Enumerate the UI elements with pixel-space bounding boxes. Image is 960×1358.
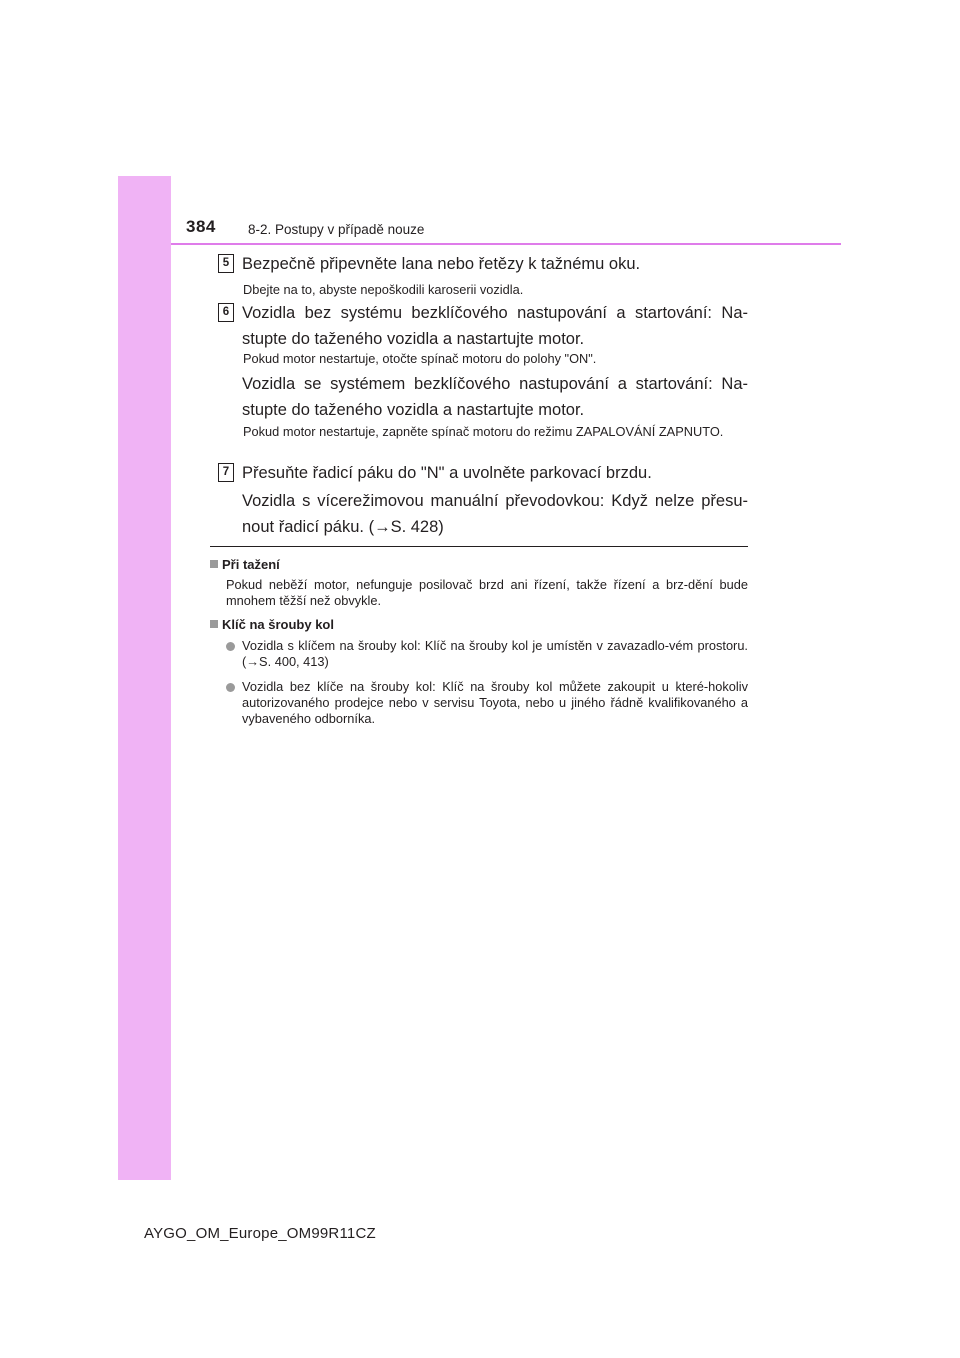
circle-bullet-icon — [226, 683, 235, 692]
notes-divider — [210, 546, 748, 547]
section-title: 8-2. Postupy v případě nouze — [248, 222, 425, 237]
note-title-wheel-lock: Klíč na šrouby kol — [222, 617, 334, 632]
note-text-towing: Pokud neběží motor, nefunguje posilovač brzd ani řízení, takže řízení a brz-dění bude mnohem těžší než obvykle. — [226, 577, 748, 608]
step-number-6: 6 — [218, 303, 234, 322]
step-number-7: 7 — [218, 463, 234, 482]
square-bullet-icon — [210, 560, 218, 568]
note-item-wheel-lock-1: Vozidla s klíčem na šrouby kol: Klíč na šrouby kol je umístěn v zavazadlo-vém prostoru. (→S. 400, 413) — [242, 638, 748, 669]
chapter-side-band — [118, 176, 171, 1180]
step-6-note: Pokud motor nestartuje, otočte spínač motoru do polohy "ON". — [243, 351, 597, 366]
step-5-note: Dbejte na to, abyste nepoškodili karoserii vozidla. — [243, 282, 524, 297]
step-6-text-keyless: Vozidla se systémem bezklíčového nastupování a startování: Na-stupte do taženého vozidla a nastartujte motor. — [242, 375, 748, 419]
page-number: 384 — [186, 217, 216, 236]
step-7-text: Přesuňte řadicí páku do "N" a uvolněte parkovací brzdu. — [242, 464, 652, 482]
note-item-wheel-lock-2: Vozidla bez klíče na šrouby kol: Klíč na šrouby kol můžete zakoupit u které-hokoliv autorizovaného prodejce nebo v servisu Toyota, nebo u jiného řádně kvalifikovaného a vybaveného odborníka. — [242, 679, 748, 726]
step-6-note-keyless: Pokud motor nestartuje, zapněte spínač motoru do režimu ZAPALOVÁNÍ ZAPNUTO. — [243, 424, 724, 439]
step-6-text: Vozidla bez systému bezklíčového nastupování a startování: Na-stupte do taženého vozidla a nastartujte motor. — [242, 304, 748, 348]
header-rule — [171, 243, 841, 245]
note-heading-wheel-lock — [210, 617, 334, 632]
square-bullet-icon — [210, 620, 218, 628]
note-title-towing: Při tažení — [222, 557, 280, 572]
step-number-5: 5 — [218, 254, 234, 273]
step-7-text-multimode: Vozidla s vícerežimovou manuální převodovkou: Když nelze přesu-nout řadicí páku. (→S. 428) — [242, 492, 748, 536]
note-heading-towing — [210, 557, 280, 572]
step-5-text: Bezpečně připevněte lana nebo řetězy k tažnému oku. — [242, 255, 641, 273]
document-footer: AYGO_OM_Europe_OM99R11CZ — [144, 1225, 376, 1242]
circle-bullet-icon — [226, 642, 235, 651]
